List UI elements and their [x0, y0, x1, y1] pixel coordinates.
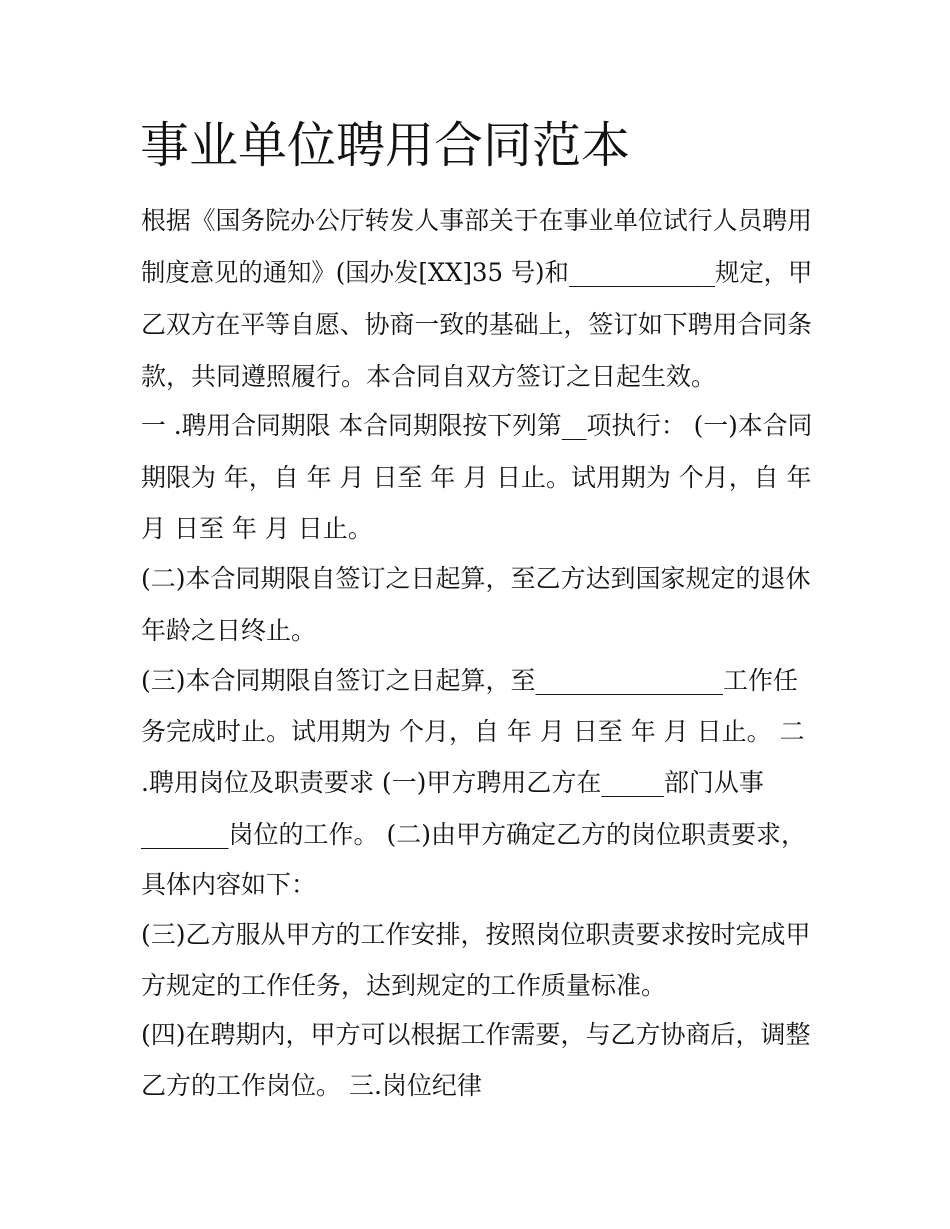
body-line: 方规定的工作任务，达到规定的工作质量标准。	[141, 971, 667, 1000]
body-line: 具体内容如下：	[141, 870, 317, 899]
body-line: 务完成时止。试用期为 个月，自 年 月 日至 年 月 日止。 二	[141, 717, 805, 746]
body-line: 一 .聘用合同期限 本合同期限按下列第__项执行： (一)本合同	[141, 411, 813, 440]
body-line: (四)在聘期内，甲方可以根据工作需要，与乙方协商后，调整	[141, 1020, 811, 1049]
body-line: (三)乙方服从甲方的工作安排，按照岗位职责要求按时完成甲	[141, 920, 811, 949]
body-line: 乙方的工作岗位。 三.岗位纪律	[141, 1071, 482, 1100]
body-line: 款，共同遵照履行。本合同自双方签订之日起生效。	[141, 362, 717, 391]
body-line: (二)本合同期限自签订之日起算，至乙方达到国家规定的退休	[141, 564, 811, 593]
body-line: 月 日至 年 月 日止。	[141, 514, 373, 543]
body-line: 制度意见的通知》(国办发[XX]35 号)和____________规定，甲	[141, 258, 813, 287]
body-line: 根据《国务院办公厅转发人事部关于在事业单位试行人员聘用	[141, 206, 813, 235]
body-line: _______岗位的工作。 (二)由甲方确定乙方的岗位职责要求，	[141, 820, 806, 849]
body-line: 乙双方在平等自愿、协商一致的基础上，签订如下聘用合同条	[141, 310, 813, 339]
body-line: 年龄之日终止。	[141, 616, 317, 645]
body-line: .聘用岗位及职责要求 (一)甲方聘用乙方在_____部门从事	[141, 768, 764, 797]
document-title: 事业单位聘用合同范本	[140, 117, 631, 174]
body-line: (三)本合同期限自签订之日起算，至_______________工作任	[141, 666, 799, 695]
body-line: 期限为 年，自 年 月 日至 年 月 日止。试用期为 个月，自 年	[141, 463, 812, 492]
